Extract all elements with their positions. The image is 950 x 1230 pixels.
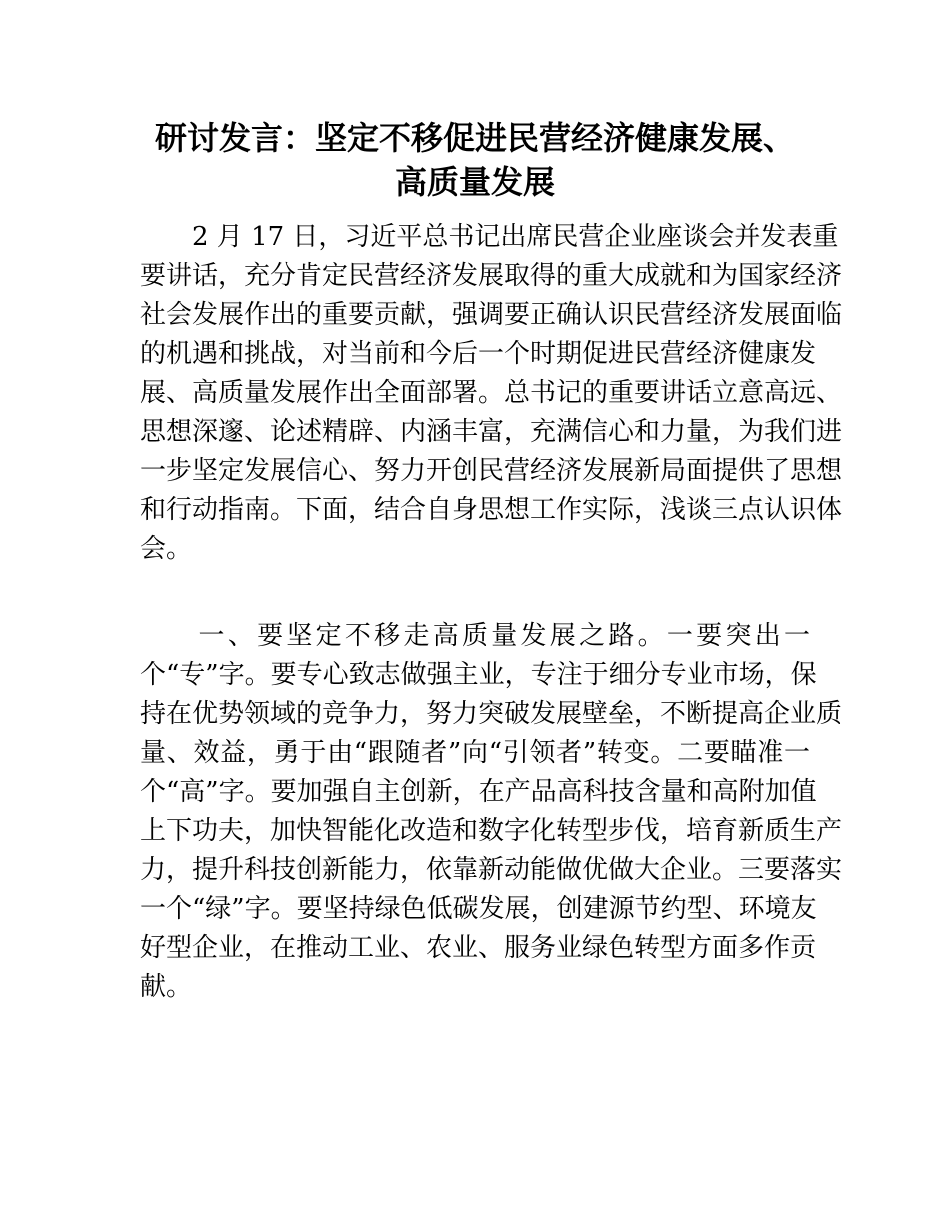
paragraph-1-line: 的机遇和挑战，对当前和今后一个时期促进民营经济健康发 <box>140 339 817 369</box>
paragraph-1-line: 思想深邃、论述精辟、内涵丰富，充满信心和力量，为我们进 <box>140 417 843 447</box>
paragraph-2-line: 量、效益，勇于由“跟随者”向“引领者”转变。二要瞄准一 <box>140 738 810 768</box>
paragraph-1-line: 要讲话，充分肯定民营经济发展取得的重大成就和为国家经济 <box>140 261 843 291</box>
paragraph-2-line: 上下功夫，加快智能化改造和数字化转型步伐，培育新质生产 <box>140 816 843 846</box>
paragraph-1-line: 会。 <box>140 534 193 564</box>
paragraph-2-line: 持在优势领域的竞争力，努力突破发展壁垒，不断提高企业质 <box>140 699 843 729</box>
paragraph-1-line: 社会发展作出的重要贡献，强调要正确认识民营经济发展面临 <box>140 300 843 330</box>
paragraph-2-line: 一、要坚定不移走高质量发展之路。一要突出一 <box>140 621 810 651</box>
paragraph-2-line: 力，提升科技创新能力，依靠新动能做优做大企业。三要落实 <box>140 855 843 885</box>
paragraph-1 <box>140 218 843 598</box>
paragraph-2 <box>140 617 843 1037</box>
paragraph-2-line: 一个“绿”字。要坚持绿色低碳发展，创建源节约型、环境友 <box>140 894 817 924</box>
paragraph-1-line: 一步坚定发展信心、努力开创民营经济发展新局面提供了思想 <box>140 456 843 486</box>
paragraph-2-line: 献。 <box>140 972 193 1002</box>
document-title-line-1: 研讨发言：坚定不移促进民营经济健康发展、 <box>154 119 795 157</box>
paragraph-1-line: 2 月 17 日，习近平总书记出席民营企业座谈会并发表重 <box>140 222 839 252</box>
paragraph-1-line: 展、高质量发展作出全面部署。总书记的重要讲话立意高远、 <box>140 378 843 408</box>
paragraph-2-line: 个“专”字。要专心致志做强主业，专注于细分专业市场，保 <box>140 660 817 690</box>
paragraph-1-line: 和行动指南。下面，结合自身思想工作实际，浅谈三点认识体 <box>140 495 843 525</box>
document-title-line-2: 高质量发展 <box>394 163 555 201</box>
paragraph-2-line: 个“高”字。要加强自主创新，在产品高科技含量和高附加值 <box>140 777 817 807</box>
paragraph-2-line: 好型企业，在推动工业、农业、服务业绿色转型方面多作贡 <box>140 933 817 963</box>
